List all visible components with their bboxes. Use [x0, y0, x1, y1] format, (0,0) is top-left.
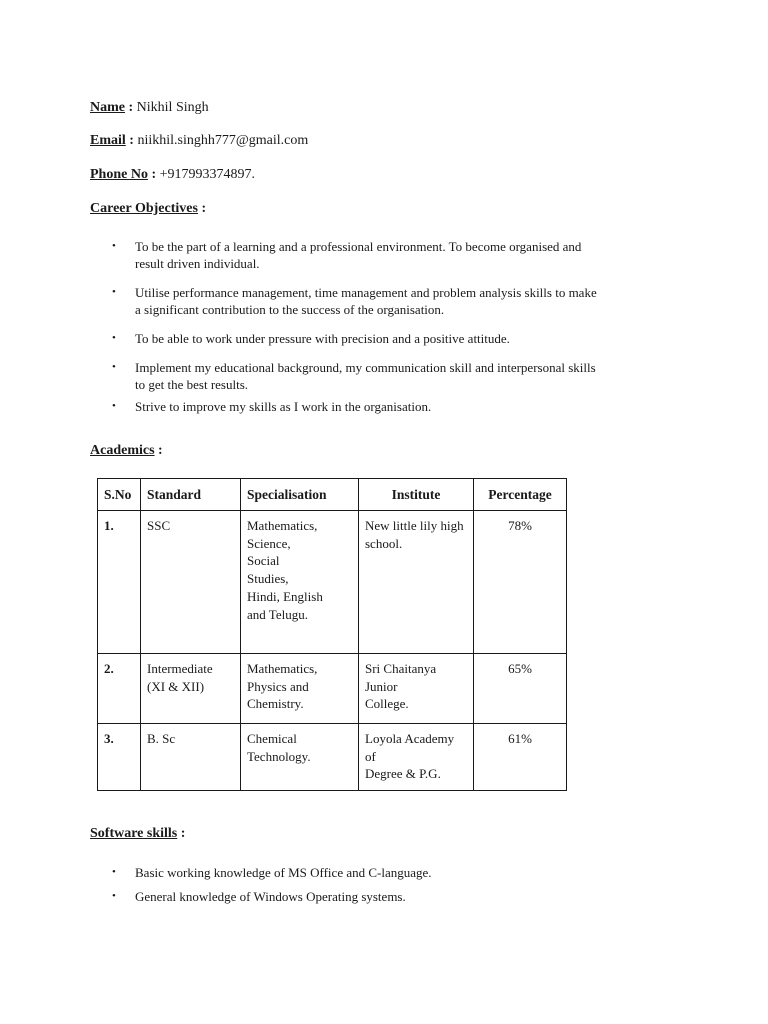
name-row: [90, 99, 209, 116]
cell-percentage: 78%: [474, 511, 567, 654]
cell-specialisation: [241, 511, 359, 654]
list-item: [112, 864, 672, 881]
list-item-text: To be able to work under pressure with precision and a positive attitude.: [135, 331, 510, 346]
list-item: [112, 238, 672, 272]
cell-line: Intermediate: [147, 661, 213, 676]
cell-line: (XI & XII): [147, 678, 205, 694]
software-skills-heading-text: Software skills: [90, 826, 178, 841]
cell-line: of: [365, 748, 376, 764]
cell-institute: [359, 724, 474, 791]
bullet-icon: •: [112, 332, 116, 344]
list-item-text: Strive to improve my skills as I work in the organisation.: [135, 399, 432, 414]
name-value: Nikhil Singh: [136, 100, 209, 115]
cell-line: Studies,: [247, 571, 289, 587]
cell-institute: [359, 511, 474, 654]
cell-line: B. Sc: [147, 731, 176, 746]
list-item-text: General knowledge of Windows Operating systems.: [135, 889, 406, 904]
academics-separator: :: [158, 443, 163, 458]
software-skills-separator: :: [180, 826, 186, 841]
list-item-text: Implement my educational background, my communication skill and interpersonal skills: [135, 360, 596, 375]
name-label: Name: [90, 100, 125, 115]
email-separator: :: [129, 133, 134, 148]
bullet-icon: •: [112, 890, 116, 902]
cell-specialisation: [241, 654, 359, 724]
cell-percentage: 61%: [474, 724, 567, 791]
cell-line: Chemistry.: [247, 696, 304, 712]
cell-percentage: 65%: [474, 654, 567, 724]
phone-row: [90, 166, 255, 183]
list-item: [112, 330, 672, 347]
career-objectives-heading: [90, 200, 206, 217]
academics-table-body: [98, 511, 567, 791]
column-header-specialisation: Specialisation: [241, 479, 359, 511]
cell-line: SSC: [147, 518, 171, 533]
bullet-icon: •: [112, 400, 116, 412]
list-item: [112, 359, 672, 393]
list-item: [112, 398, 672, 415]
list-item: [112, 284, 672, 318]
cell-line: Hindi, English: [247, 588, 323, 604]
bullet-icon: •: [112, 361, 116, 373]
email-row: [90, 132, 308, 149]
list-item-text: Basic working knowledge of MS Office and C-language.: [135, 865, 432, 880]
list-item: [112, 888, 672, 905]
cell-standard: [141, 654, 241, 724]
cell-line: and Telugu.: [247, 606, 308, 622]
cell-line: Mathematics,: [247, 518, 318, 533]
cell-line: Junior: [365, 678, 398, 694]
column-header-standard: Standard: [141, 479, 241, 511]
list-item-text: result driven individual.: [135, 256, 260, 271]
software-skills-list: [112, 864, 672, 905]
cell-standard: [141, 724, 241, 791]
cell-sno: 1.: [98, 511, 141, 654]
cell-line: Technology.: [247, 748, 311, 764]
cell-specialisation: [241, 724, 359, 791]
academics-heading-text: Academics: [90, 443, 155, 458]
cell-line: Physics and: [247, 678, 309, 694]
career-objectives-separator: :: [201, 201, 207, 216]
career-objectives-list: [112, 238, 672, 415]
cell-line: Loyola Academy: [365, 731, 455, 746]
cell-line: College.: [365, 696, 409, 712]
software-skills-heading: [90, 825, 185, 842]
bullet-icon: •: [112, 240, 116, 252]
table-row: [98, 511, 567, 654]
email-value: niikhil.singhh777@gmail.com: [137, 133, 309, 148]
cell-line: Social: [247, 553, 280, 569]
phone-separator: :: [151, 167, 157, 182]
column-header-sno: S.No: [98, 479, 141, 511]
academics-table: [97, 478, 567, 791]
list-item-text: to get the best results.: [135, 377, 249, 392]
bullet-icon: •: [112, 286, 116, 298]
email-label: Email: [90, 133, 126, 148]
name-separator: :: [128, 100, 134, 115]
cell-sno: 2.: [98, 654, 141, 724]
phone-value: +917993374897.: [159, 167, 256, 182]
bullet-icon: •: [112, 866, 116, 878]
career-objectives-heading-text: Career Objectives: [90, 201, 198, 216]
cell-line: Sri Chaitanya: [365, 661, 437, 676]
table-row: [98, 654, 567, 724]
phone-label: Phone No: [90, 167, 148, 182]
cell-standard: [141, 511, 241, 654]
cell-institute: [359, 654, 474, 724]
list-item-text: To be the part of a learning and a professional environment. To become organised and: [135, 239, 582, 254]
table-row: [98, 724, 567, 791]
list-item-text: Utilise performance management, time management and problem analysis skills to make: [135, 285, 597, 300]
cell-line: Mathematics,: [247, 661, 318, 676]
list-item-text: a significant contribution to the success of the organisation.: [135, 302, 445, 317]
cell-line: Degree & P.G.: [365, 766, 441, 782]
table-header-row: [98, 479, 567, 511]
column-header-institute: Institute: [359, 479, 474, 511]
cell-line: New little lily high: [365, 518, 464, 533]
academics-heading: [90, 442, 163, 459]
cell-line: Chemical: [247, 731, 297, 746]
cell-sno: 3.: [98, 724, 141, 791]
cell-line: Science,: [247, 535, 291, 551]
column-header-percentage: Percentage: [474, 479, 567, 511]
cell-line: school.: [365, 535, 403, 551]
